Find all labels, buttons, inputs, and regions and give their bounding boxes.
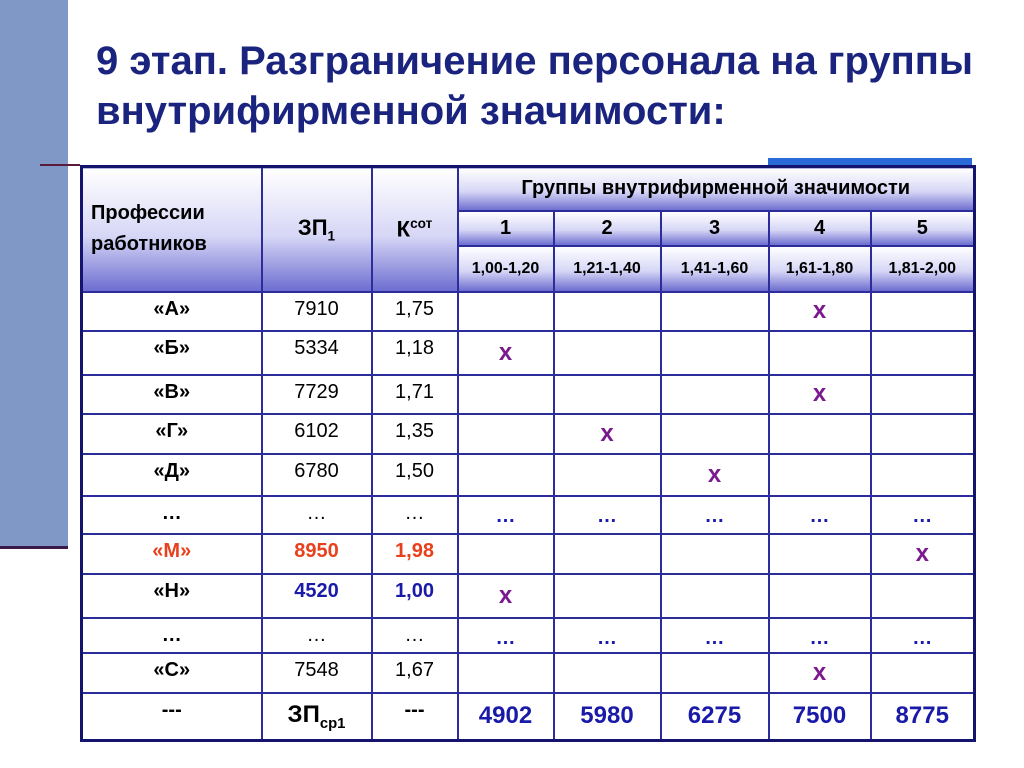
empty-cell: [661, 534, 769, 574]
k-value: 1,98: [372, 534, 458, 574]
side-decor-line: [0, 546, 68, 549]
total-zp: [262, 693, 372, 741]
zp-value: 4520: [262, 574, 372, 618]
empty-cell: [871, 331, 975, 375]
zp-value: 5334: [262, 331, 372, 375]
profession-name: «Н»: [82, 574, 262, 618]
zp-value: 7910: [262, 292, 372, 331]
table-row: [82, 618, 975, 653]
profession-name: «Б»: [82, 331, 262, 375]
k-value: 1,35: [372, 414, 458, 454]
k-value: …: [372, 496, 458, 534]
profession-name: «С»: [82, 653, 262, 693]
slide-title: 9 этап. Разграничение персонала на группы внутрифирменной значимости:: [96, 39, 974, 133]
group-mark: x: [769, 292, 871, 331]
group-average-2: 5980: [554, 693, 661, 741]
total-k: ---: [372, 693, 458, 741]
total-row: [82, 693, 975, 741]
ellipsis-cell: …: [554, 618, 661, 653]
empty-cell: [871, 414, 975, 454]
profession-name: «А»: [82, 292, 262, 331]
empty-cell: [661, 653, 769, 693]
empty-cell: [458, 454, 554, 496]
group-mark: x: [871, 534, 975, 574]
group-range-1: 1,00-1,20: [458, 246, 554, 292]
empty-cell: [871, 292, 975, 331]
group-number-3: 3: [661, 211, 769, 246]
k-value: 1,67: [372, 653, 458, 693]
ellipsis-cell: …: [871, 618, 975, 653]
group-number-1: 1: [458, 211, 554, 246]
zp-value: 6102: [262, 414, 372, 454]
empty-cell: [661, 414, 769, 454]
ellipsis-cell: …: [871, 496, 975, 534]
table-row: [82, 375, 975, 414]
group-mark: x: [769, 653, 871, 693]
empty-cell: [661, 574, 769, 618]
k-value: 1,18: [372, 331, 458, 375]
empty-cell: [554, 454, 661, 496]
empty-cell: [554, 534, 661, 574]
empty-cell: [554, 574, 661, 618]
empty-cell: [661, 331, 769, 375]
empty-cell: [769, 534, 871, 574]
zp-value: …: [262, 618, 372, 653]
group-mark: x: [769, 375, 871, 414]
k-value: 1,71: [372, 375, 458, 414]
table-row: [82, 292, 975, 331]
zp-value: 7729: [262, 375, 372, 414]
empty-cell: [769, 331, 871, 375]
table-row: [82, 534, 975, 574]
header-zp-sub: 1: [327, 228, 336, 244]
table-row: [82, 414, 975, 454]
ellipsis-cell: …: [554, 496, 661, 534]
ellipsis-cell: …: [769, 496, 871, 534]
header-k: [372, 167, 458, 292]
table-row: [82, 454, 975, 496]
empty-cell: [458, 292, 554, 331]
group-average-5: 8775: [871, 693, 975, 741]
ellipsis-cell: …: [458, 618, 554, 653]
group-number-2: 2: [554, 211, 661, 246]
total-zp-main: ЗП: [287, 700, 320, 728]
zp-value: 8950: [262, 534, 372, 574]
ellipsis-cell: …: [458, 496, 554, 534]
empty-cell: [871, 375, 975, 414]
empty-cell: [871, 454, 975, 496]
empty-cell: [458, 653, 554, 693]
group-range-3: 1,41-1,60: [661, 246, 769, 292]
profession-name: «В»: [82, 375, 262, 414]
group-range-2: 1,21-1,40: [554, 246, 661, 292]
empty-cell: [458, 375, 554, 414]
ellipsis-cell: …: [661, 496, 769, 534]
header-row-1: [82, 167, 975, 211]
empty-cell: [458, 534, 554, 574]
staff-groups-table: [80, 165, 976, 742]
zp-value: …: [262, 496, 372, 534]
header-groups-title: Группы внутрифирменной значимости: [458, 167, 975, 211]
k-value: …: [372, 618, 458, 653]
profession-name: …: [82, 618, 262, 653]
group-average-4: 7500: [769, 693, 871, 741]
group-average-1: 4902: [458, 693, 554, 741]
empty-cell: [458, 414, 554, 454]
empty-cell: [871, 653, 975, 693]
empty-cell: [661, 375, 769, 414]
group-number-4: 4: [769, 211, 871, 246]
header-profession: Профессии работников: [82, 167, 262, 292]
empty-cell: [554, 292, 661, 331]
total-zp-sub: ср1: [319, 715, 346, 732]
header-k-main: К: [396, 216, 411, 242]
table-row: [82, 331, 975, 375]
group-range-4: 1,61-1,80: [769, 246, 871, 292]
ellipsis-cell: …: [661, 618, 769, 653]
zp-value: 6780: [262, 454, 372, 496]
group-mark: x: [458, 331, 554, 375]
profession-name: «Г»: [82, 414, 262, 454]
table-row: [82, 574, 975, 618]
empty-cell: [554, 653, 661, 693]
empty-cell: [661, 292, 769, 331]
empty-cell: [871, 574, 975, 618]
table-row: [82, 653, 975, 693]
profession-name: «Д»: [82, 454, 262, 496]
group-number-5: 5: [871, 211, 975, 246]
k-value: 1,00: [372, 574, 458, 618]
empty-cell: [769, 414, 871, 454]
header-zp-main: ЗП: [297, 215, 328, 241]
empty-cell: [769, 454, 871, 496]
title-decor-line: [40, 164, 80, 166]
empty-cell: [554, 331, 661, 375]
side-decor-bar: [0, 0, 68, 548]
profession-name: …: [82, 496, 262, 534]
table-row: [82, 496, 975, 534]
profession-name: «М»: [82, 534, 262, 574]
header-k-sup: сот: [410, 216, 433, 232]
empty-cell: [554, 375, 661, 414]
k-value: 1,75: [372, 292, 458, 331]
group-mark: x: [554, 414, 661, 454]
group-average-3: 6275: [661, 693, 769, 741]
ellipsis-cell: …: [769, 618, 871, 653]
total-label: ---: [82, 693, 262, 741]
group-range-5: 1,81-2,00: [871, 246, 975, 292]
zp-value: 7548: [262, 653, 372, 693]
group-mark: x: [458, 574, 554, 618]
empty-cell: [769, 574, 871, 618]
k-value: 1,50: [372, 454, 458, 496]
group-mark: x: [661, 454, 769, 496]
header-zp: [262, 167, 372, 292]
